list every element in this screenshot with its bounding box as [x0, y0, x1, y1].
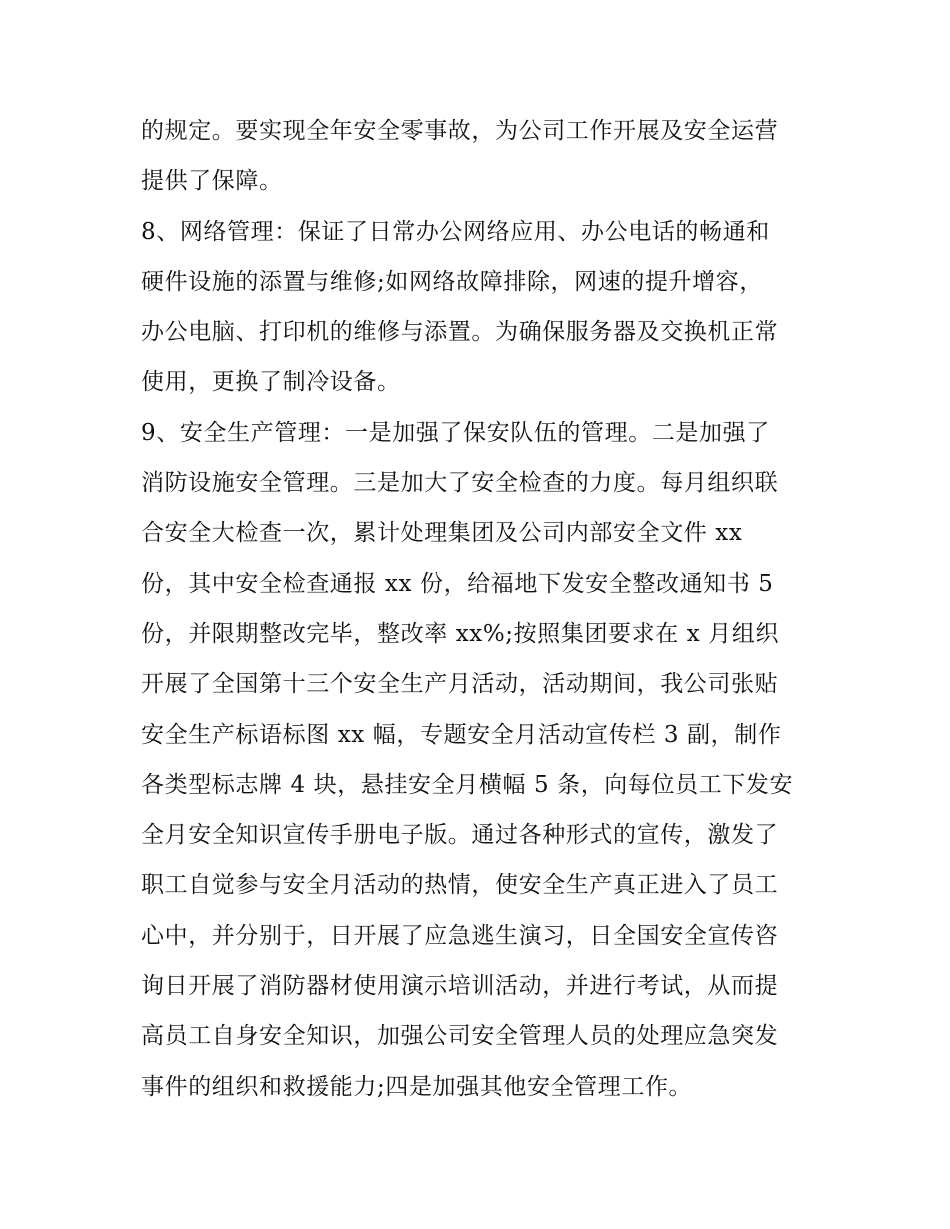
- text-line: 8、网络管理：保证了日常办公网络应用、办公电话的畅通和: [141, 218, 770, 245]
- text-line: 全月安全知识宣传手册电子版。通过各种形式的宣传，激发了: [141, 822, 779, 849]
- text-line: 使用，更换了制冷设备。: [141, 369, 401, 396]
- text-line: 事件的组织和救援能力;四是加强其他安全管理工作。: [141, 1073, 693, 1100]
- text-line: 心中，并分别于，日开展了应急逃生演习，日全国安全宣传咨: [141, 922, 779, 949]
- text-line: 份，并限期整改完毕，整改率 xx%;按照集团要求在 x 月组织: [141, 620, 780, 647]
- text-line: 硬件设施的添置与维修;如网络故障排除，网速的提升增容，: [141, 268, 763, 295]
- text-line: 各类型标志牌 4 块，悬挂安全月横幅 5 条，向每位员工下发安: [141, 771, 794, 798]
- text-line: 合安全大检查一次，累计处理集团及公司内部安全文件 xx: [141, 520, 743, 547]
- text-line: 开展了全国第十三个安全生产月活动，活动期间，我公司张贴: [141, 671, 779, 698]
- text-line: 的规定。要实现全年安全零事故，为公司工作开展及安全运营: [141, 118, 779, 144]
- text-line: 9、安全生产管理：一是加强了保安队伍的管理。二是加强了: [141, 419, 770, 446]
- text-line: 高员工自身安全知识，加强公司安全管理人员的处理应急突发: [141, 1023, 779, 1050]
- body-text: [141, 106, 821, 1112]
- text-line: 职工自觉参与安全月活动的热情，使安全生产真正进入了员工: [141, 872, 779, 899]
- text-line: 安全生产标语标图 xx 幅，专题安全月活动宣传栏 3 副，制作: [141, 721, 782, 748]
- text-line: 消防设施安全管理。三是加大了安全检查的力度。每月组织联: [141, 470, 779, 497]
- text-line: 询日开展了消防器材使用演示培训活动，并进行考试，从而提: [141, 973, 779, 1000]
- text-line: 提供了保障。: [141, 168, 283, 195]
- text-line: 办公电脑、打印机的维修与添置。为确保服务器及交换机正常: [141, 319, 779, 346]
- text-line: 份，其中安全检查通报 xx 份，给福地下发安全整改通知书 5: [141, 570, 774, 597]
